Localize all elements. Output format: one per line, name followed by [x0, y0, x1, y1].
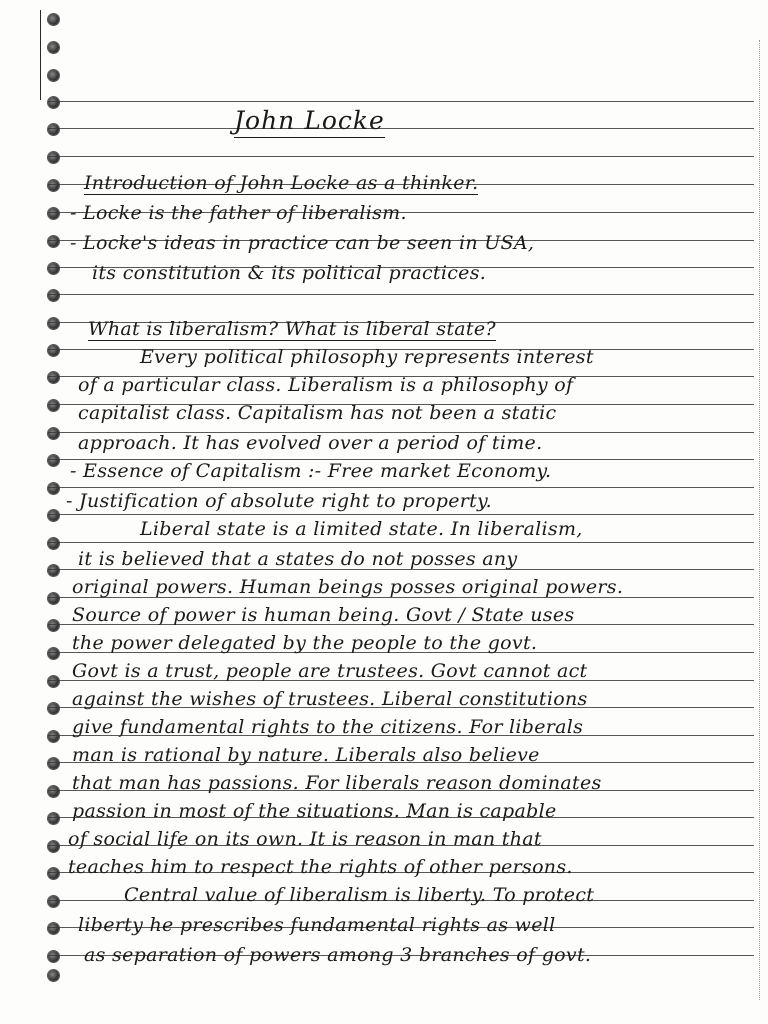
text-line: Govt is a trust, people are trustees. Govt cannot act — [72, 660, 588, 682]
text-line: the power delegated by the people to the govt. — [72, 632, 538, 654]
binder-hole — [48, 786, 59, 797]
page-title: John Locke — [234, 106, 385, 138]
binder-hole — [48, 510, 59, 521]
binder-hole — [48, 152, 59, 163]
binder-hole — [48, 676, 59, 687]
text-line: Central value of liberalism is liberty. To protect — [124, 884, 595, 906]
text-line: against the wishes of trustees. Liberal constitutions — [72, 688, 588, 710]
text-line: capitalist class. Capitalism has not been a static — [78, 402, 557, 424]
binder-hole — [48, 124, 59, 135]
binder-hole — [48, 620, 59, 631]
text-line: What is liberalism? What is liberal state? — [88, 318, 496, 340]
binder-hole — [48, 923, 59, 934]
text-line: that man has passions. For liberals reason dominates — [72, 772, 602, 794]
binder-hole — [48, 648, 59, 659]
binder-hole — [48, 896, 59, 907]
binder-hole — [48, 868, 59, 879]
binder-hole — [48, 483, 59, 494]
text-line: teaches him to respect the rights of other persons. — [68, 856, 573, 878]
text-line: - Essence of Capitalism :- Free market Economy. — [70, 460, 552, 482]
binder-hole — [48, 565, 59, 576]
text-line: its constitution & its political practices. — [92, 262, 487, 284]
text-line: - Locke is the father of liberalism. — [70, 202, 407, 224]
binder-hole — [48, 236, 59, 247]
binder-hole — [48, 42, 59, 53]
binder-hole — [48, 400, 59, 411]
binder-hole — [48, 813, 59, 824]
binder-hole — [48, 455, 59, 466]
text-line: Source of power is human being. Govt / State uses — [72, 604, 575, 626]
page-edge — [759, 40, 760, 1000]
ruled-line — [48, 156, 754, 157]
binder-hole — [48, 731, 59, 742]
text-line: of social life on its own. It is reason in man that — [68, 828, 542, 850]
binder-hole — [48, 70, 59, 81]
text-line: as separation of powers among 3 branches of govt. — [84, 944, 592, 966]
text-line: - Locke's ideas in practice can be seen in USA, — [70, 232, 535, 254]
text-line: man is rational by nature. Liberals also believe — [72, 744, 540, 766]
text-line: Every political philosophy represents interest — [140, 346, 594, 368]
ruled-line — [48, 128, 754, 129]
binder-hole — [48, 703, 59, 714]
binder-hole — [48, 841, 59, 852]
binder-hole — [48, 14, 59, 25]
binder-hole — [48, 428, 59, 439]
text-line: Liberal state is a limited state. In liberalism, — [140, 518, 583, 540]
binder-hole — [48, 97, 59, 108]
text-line: it is believed that a states do not posses any — [78, 548, 518, 570]
ruled-line — [48, 542, 754, 543]
binder-hole — [48, 180, 59, 191]
binder-hole — [48, 263, 59, 274]
text-line: passion in most of the situations. Man is capable — [72, 800, 557, 822]
ruled-line — [48, 101, 754, 102]
binder-hole — [48, 318, 59, 329]
binder-hole — [48, 593, 59, 604]
text-line: liberty he prescribes fundamental rights as well — [78, 914, 556, 936]
ruled-line — [48, 514, 754, 515]
text-line: - Justification of absolute right to property. — [66, 490, 492, 512]
binder-hole — [48, 290, 59, 301]
binder-hole — [48, 372, 59, 383]
ruled-line — [48, 294, 754, 295]
text-line: Introduction of John Locke as a thinker. — [84, 172, 479, 194]
ruled-line — [48, 487, 754, 488]
binder-hole — [48, 208, 59, 219]
text-line: original powers. Human beings posses original powers. — [72, 576, 624, 598]
binder-hole — [48, 951, 59, 962]
text-line: of a particular class. Liberalism is a philosophy of — [78, 374, 574, 396]
binder-hole — [48, 970, 59, 981]
text-line: approach. It has evolved over a period of time. — [78, 432, 543, 454]
binder-hole — [48, 538, 59, 549]
binder-hole — [48, 758, 59, 769]
text-line: give fundamental rights to the citizens. For liberals — [72, 716, 584, 738]
margin-line — [40, 10, 41, 100]
binder-hole — [48, 345, 59, 356]
